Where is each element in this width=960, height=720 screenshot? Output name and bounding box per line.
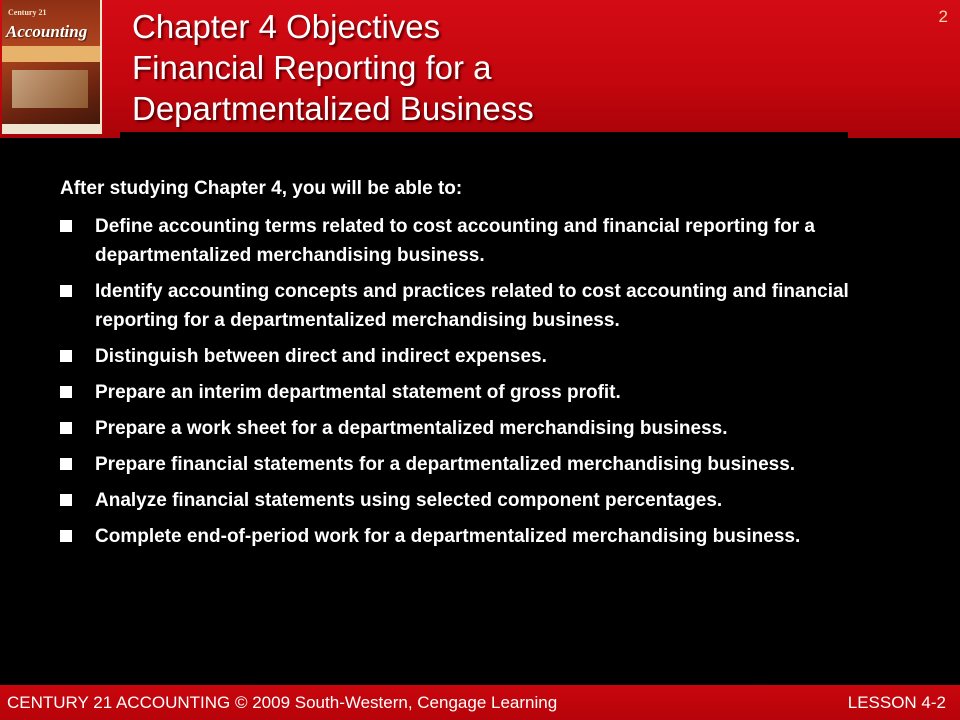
cover-footer-band xyxy=(2,124,100,134)
objective-item xyxy=(60,212,910,270)
objective-item xyxy=(60,342,910,371)
slide-title xyxy=(132,6,852,129)
square-bullet-icon xyxy=(60,458,72,470)
objective-text: Identify accounting concepts and practices related to cost accounting and financial reporting for a departmentalized merchandising business. xyxy=(95,281,849,331)
page-number: 2 xyxy=(938,7,948,26)
square-bullet-icon xyxy=(60,220,72,232)
intro-text: After studying Chapter 4, you will be able to: xyxy=(60,178,463,199)
title-underline xyxy=(120,132,848,140)
square-bullet-icon xyxy=(60,530,72,542)
objective-text: Prepare financial statements for a departmentalized merchandising business. xyxy=(95,454,796,475)
objective-item xyxy=(60,486,910,515)
objective-text: Complete end-of-period work for a departmentalized merchandising business. xyxy=(95,526,801,547)
footer-bar xyxy=(0,685,960,720)
objective-item xyxy=(60,414,910,443)
title-line-3: Departmentalized Business xyxy=(132,90,534,127)
objective-text: Analyze financial statements using selected component percentages. xyxy=(95,490,723,511)
objective-item xyxy=(60,277,910,335)
slide-content xyxy=(60,176,910,558)
title-line-1: Chapter 4 Objectives xyxy=(132,8,441,45)
square-bullet-icon xyxy=(60,350,72,362)
book-cover-logo xyxy=(2,0,102,134)
title-line-2: Financial Reporting for a xyxy=(132,49,492,86)
objective-item xyxy=(60,378,910,407)
square-bullet-icon xyxy=(60,386,72,398)
objective-text: Prepare an interim departmental statement of gross profit. xyxy=(95,382,621,403)
square-bullet-icon xyxy=(60,285,72,297)
objective-text: Prepare a work sheet for a departmentalized merchandising business. xyxy=(95,418,728,439)
cover-stripe xyxy=(2,46,100,62)
square-bullet-icon xyxy=(60,494,72,506)
objective-text: Define accounting terms related to cost accounting and financial reporting for a departmentalized merchandising business. xyxy=(95,216,815,266)
objective-item xyxy=(60,450,910,479)
square-bullet-icon xyxy=(60,422,72,434)
cover-small-text: Century 21 xyxy=(8,8,47,17)
cover-title-text: Accounting xyxy=(6,22,88,41)
objectives-list xyxy=(60,212,910,551)
footer-copyright: CENTURY 21 ACCOUNTING © 2009 South-Western, Cengage Learning xyxy=(7,693,558,712)
cover-image-panel xyxy=(12,70,88,108)
footer-lesson-label: LESSON 4-2 xyxy=(847,693,946,712)
objective-item xyxy=(60,522,910,551)
objective-text: Distinguish between direct and indirect expenses. xyxy=(95,346,547,367)
